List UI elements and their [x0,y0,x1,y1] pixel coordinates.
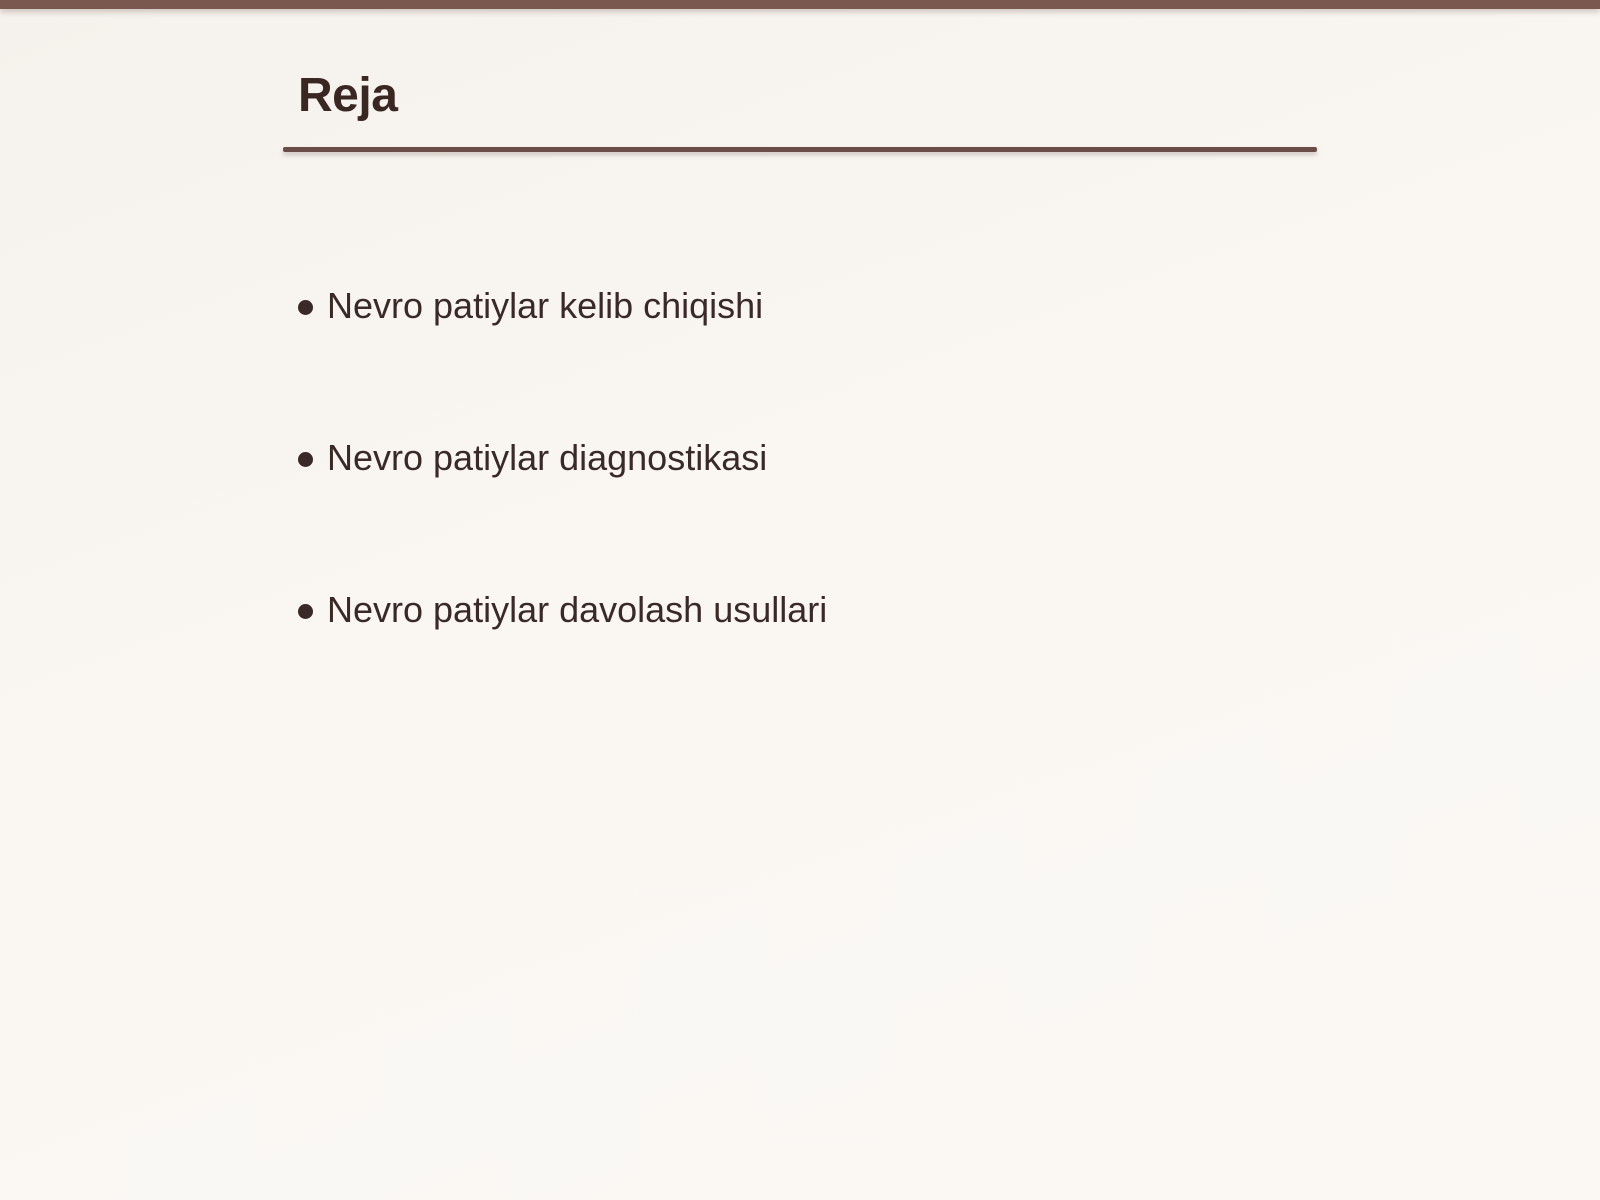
bullet-list [298,280,827,736]
slide-title: Reja [298,69,398,122]
bullet-icon [298,452,313,467]
bullet-text: Nevro patiylar diagnostikasi [327,437,768,478]
bullet-text: Nevro patiylar davolash usullari [327,589,828,630]
bullet-icon [298,604,313,619]
bullet-text: Nevro patiylar kelib chiqishi [327,285,764,326]
top-accent-bar [0,0,1600,9]
bullet-icon [298,300,313,315]
list-item [298,280,827,432]
list-item [298,432,827,584]
title-underline [283,147,1317,152]
list-item [298,584,827,736]
